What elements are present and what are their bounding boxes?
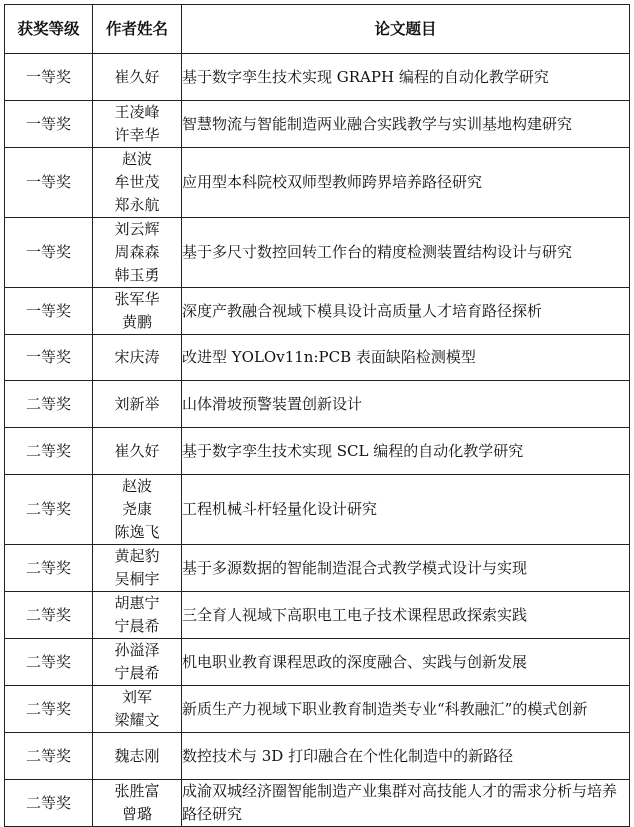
award-level-cell: 二等奖 [5, 780, 93, 827]
table-row [5, 686, 630, 733]
author-name: 韩玉勇 [114, 266, 160, 284]
author-names-cell [93, 686, 182, 733]
table-header-row [5, 5, 630, 54]
author-names-cell [93, 639, 182, 686]
paper-title-cell: 工程机械斗杆轻量化设计研究 [182, 475, 630, 545]
table-row [5, 639, 630, 686]
author-name: 尧康 [121, 500, 152, 518]
author-name: 张胜富 [114, 782, 160, 800]
award-level-cell: 二等奖 [5, 639, 93, 686]
table-body [5, 54, 630, 827]
award-level-cell: 二等奖 [5, 592, 93, 639]
table-row [5, 381, 630, 428]
award-level-cell: 二等奖 [5, 428, 93, 475]
award-level-cell: 一等奖 [5, 335, 93, 381]
author-name: 魏志刚 [114, 746, 160, 765]
award-level-cell: 一等奖 [5, 288, 93, 335]
author-name: 崔久好 [114, 67, 160, 86]
table-row [5, 733, 630, 780]
award-level-cell: 二等奖 [5, 381, 93, 428]
author-name: 黄起豹 [114, 547, 160, 565]
author-name: 刘云辉 [114, 220, 160, 238]
award-level-cell: 一等奖 [5, 218, 93, 288]
header-author-name: 作者姓名 [93, 5, 182, 54]
author-name: 宁晨希 [114, 664, 160, 682]
header-award-level: 获奖等级 [5, 5, 93, 54]
author-name: 宁晨希 [114, 617, 160, 635]
author-name: 刘军 [121, 688, 152, 706]
author-name: 崔久好 [114, 441, 160, 460]
author-names-cell [93, 428, 182, 475]
table-row [5, 428, 630, 475]
author-names-cell [93, 218, 182, 288]
author-name: 陈逸飞 [114, 523, 160, 541]
paper-title-cell: 三全育人视域下高职电工电子技术课程思政探索实践 [182, 592, 630, 639]
paper-title-cell: 智慧物流与智能制造两业融合实践教学与实训基地构建研究 [182, 101, 630, 148]
table-row [5, 218, 630, 288]
author-name: 张军华 [114, 290, 160, 308]
author-names-cell [93, 545, 182, 592]
paper-title-cell: 改进型 YOLOv11n:PCB 表面缺陷检测模型 [182, 335, 630, 381]
author-name: 赵波 [121, 477, 152, 495]
table-row [5, 148, 630, 218]
paper-title-cell: 基于数字孪生技术实现 SCL 编程的自动化教学研究 [182, 428, 630, 475]
author-name: 曾璐 [121, 805, 152, 823]
author-name: 黄鹏 [121, 313, 152, 331]
header-paper-title: 论文题目 [182, 5, 630, 54]
award-level-cell: 一等奖 [5, 101, 93, 148]
author-name: 牟世茂 [114, 173, 160, 191]
author-name: 赵波 [121, 150, 152, 168]
table-row [5, 780, 630, 827]
author-name: 郑永航 [114, 196, 160, 214]
paper-title-cell: 数控技术与 3D 打印融合在个性化制造中的新路径 [182, 733, 630, 780]
author-name: 吴桐宇 [114, 570, 160, 588]
award-level-cell: 二等奖 [5, 733, 93, 780]
author-name: 胡惠宁 [114, 594, 160, 612]
author-names-cell [93, 101, 182, 148]
author-names-cell [93, 288, 182, 335]
author-name: 许幸华 [114, 126, 160, 144]
paper-title-cell: 山体滑坡预警装置创新设计 [182, 381, 630, 428]
table-row [5, 545, 630, 592]
author-names-cell [93, 780, 182, 827]
award-level-cell: 一等奖 [5, 148, 93, 218]
author-name: 王凌峰 [114, 103, 160, 121]
paper-title-cell: 应用型本科院校双师型教师跨界培养路径研究 [182, 148, 630, 218]
table-row [5, 475, 630, 545]
awards-table [4, 4, 630, 827]
paper-title-cell: 新质生产力视域下职业教育制造类专业“科教融汇”的模式创新 [182, 686, 630, 733]
author-names-cell [93, 381, 182, 428]
paper-title-cell: 机电职业教育课程思政的深度融合、实践与创新发展 [182, 639, 630, 686]
author-names-cell [93, 335, 182, 381]
author-name: 周森森 [114, 243, 160, 261]
author-names-cell [93, 148, 182, 218]
author-name: 梁耀文 [114, 711, 160, 729]
author-names-cell [93, 733, 182, 780]
award-level-cell: 二等奖 [5, 475, 93, 545]
award-level-cell: 二等奖 [5, 686, 93, 733]
table-row [5, 101, 630, 148]
paper-title-cell: 成渝双城经济圈智能制造产业集群对高技能人才的需求分析与培养路径研究 [182, 780, 630, 827]
paper-title-cell: 基于多尺寸数控回转工作台的精度检测装置结构设计与研究 [182, 218, 630, 288]
award-level-cell: 一等奖 [5, 54, 93, 101]
paper-title-cell: 基于多源数据的智能制造混合式教学模式设计与实现 [182, 545, 630, 592]
table-row [5, 54, 630, 101]
author-name: 孙溢泽 [114, 641, 160, 659]
author-name: 宋庆涛 [114, 348, 160, 366]
author-names-cell [93, 475, 182, 545]
author-names-cell [93, 54, 182, 101]
table-row [5, 288, 630, 335]
award-level-cell: 二等奖 [5, 545, 93, 592]
paper-title-cell: 基于数字孪生技术实现 GRAPH 编程的自动化教学研究 [182, 54, 630, 101]
author-names-cell [93, 592, 182, 639]
table-row [5, 592, 630, 639]
table-row [5, 335, 630, 381]
author-name: 刘新举 [114, 394, 160, 413]
paper-title-cell: 深度产教融合视域下模具设计高质量人才培育路径探析 [182, 288, 630, 335]
